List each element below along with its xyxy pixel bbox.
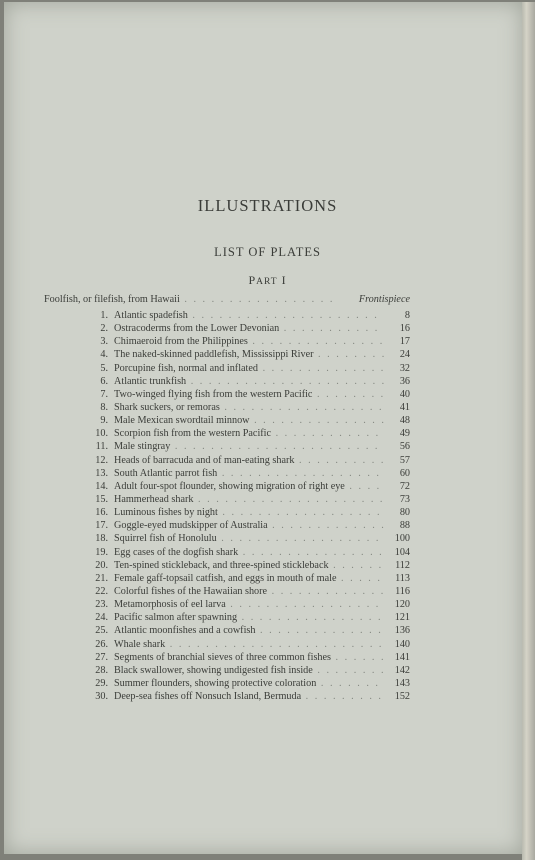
plate-caption: Two-winged flying fish from the western Pacific . . . — [114, 388, 384, 401]
plate-number: 28. — [95, 664, 108, 676]
plate-caption: Male stingray . . . — [114, 440, 384, 453]
plate-caption: Shark suckers, or remoras . . . — [114, 401, 384, 414]
frontispiece-caption: Foolfish, or filefish, from Hawaii . . . — [44, 293, 336, 306]
page-edge — [522, 2, 535, 860]
plate-caption: Pacific salmon after spawning . . . — [114, 611, 384, 624]
plate-number: 19. — [95, 546, 108, 558]
plate-page: 142 — [394, 664, 410, 676]
plate-number: 30. — [95, 691, 108, 703]
plate-caption: Atlantic trunkfish . . . — [114, 375, 384, 388]
plate-number: 13. — [95, 467, 108, 479]
plate-page: 36 — [399, 375, 410, 387]
plate-entry — [44, 348, 410, 361]
plate-entry — [44, 467, 410, 480]
frontispiece-entry — [44, 293, 410, 306]
plate-page: 8 — [404, 310, 410, 321]
plate-page: 32 — [399, 362, 410, 374]
plate-number: 4. — [100, 349, 108, 361]
plate-number: 18. — [95, 533, 108, 545]
plate-number: 15. — [95, 494, 108, 505]
plate-caption: Ostracoderms from the Lower Devonian . . . — [114, 322, 384, 335]
plate-number: 23. — [95, 599, 108, 611]
plate-entry — [44, 493, 410, 506]
plate-entry — [44, 532, 410, 545]
plate-number: 21. — [95, 572, 108, 584]
plate-caption: Atlantic spadefish . . . — [114, 309, 384, 322]
plate-entry — [44, 454, 410, 467]
plate-page: 57 — [399, 454, 410, 466]
plate-caption: Adult four-spot flounder, showing migration of right eye . . . — [114, 480, 384, 493]
plate-page: 152 — [394, 691, 410, 703]
plate-entry — [44, 519, 410, 532]
plate-entry — [44, 664, 410, 677]
plate-page: 16 — [399, 323, 410, 335]
plate-caption: Ten-spined stickleback, and three-spined stickleback . . . — [114, 559, 384, 572]
plate-entry — [44, 546, 410, 559]
plate-number: 6. — [100, 375, 108, 387]
plate-caption: Male Mexican swordtail minnow . . . — [114, 414, 384, 427]
plate-entry — [44, 585, 410, 598]
plate-number: 24. — [95, 612, 108, 624]
page-title: ILLUSTRATIONS — [197, 196, 338, 215]
plate-caption: Chimaeroid from the Philippines . . . — [114, 335, 384, 348]
plate-number: 8. — [100, 402, 108, 413]
plate-entry — [44, 651, 410, 664]
plate-number: 10. — [95, 428, 108, 440]
plate-caption: Luminous fishes by night . . . — [114, 506, 384, 519]
plate-page: 141 — [394, 651, 410, 663]
plate-number: 2. — [100, 323, 108, 335]
plate-page: 40 — [399, 388, 410, 400]
plate-entry — [44, 388, 410, 401]
plate-page: 80 — [399, 507, 410, 519]
frontispiece-page: Frontispiece — [358, 294, 410, 305]
plate-page: 121 — [394, 612, 410, 624]
section-title: LIST OF PLATES — [214, 245, 321, 259]
plate-entry — [44, 322, 410, 335]
plate-number: 1. — [100, 310, 108, 321]
plate-page: 113 — [395, 572, 410, 584]
plate-caption: Colorful fishes of the Hawaiian shore . . . — [114, 585, 384, 598]
plate-page: 112 — [395, 559, 410, 571]
plate-caption: South Atlantic parrot fish . . . — [114, 467, 384, 480]
plate-entry — [44, 440, 410, 453]
plate-page: 136 — [394, 625, 410, 637]
plate-entry — [44, 598, 410, 611]
plate-entry — [44, 375, 410, 388]
plate-page: 56 — [399, 441, 410, 453]
plate-entry — [44, 414, 410, 427]
plate-number: 20. — [95, 559, 108, 571]
plate-number: 29. — [95, 677, 108, 689]
plate-caption: Metamorphosis of eel larva . . . — [114, 598, 384, 611]
plate-page: 72 — [399, 480, 410, 492]
plate-page: 48 — [399, 415, 410, 427]
plate-number: 25. — [95, 625, 108, 637]
plate-entry — [44, 362, 410, 375]
plate-caption: Female gaff-topsail catfish, and eggs in mouth of male . . . — [114, 572, 384, 585]
plate-number: 11. — [95, 441, 108, 453]
plate-page: 100 — [394, 533, 410, 545]
plate-number: 5. — [100, 362, 108, 374]
plate-entry — [44, 611, 410, 624]
plate-entry — [44, 677, 410, 690]
plate-caption: Scorpion fish from the western Pacific . . . — [114, 427, 384, 440]
plate-entry — [44, 572, 410, 585]
plate-caption: Deep-sea fishes off Nonsuch Island, Bermuda . . . — [114, 690, 384, 703]
plate-page: 104 — [394, 546, 410, 558]
part-prefix: P — [248, 273, 257, 287]
plate-number: 26. — [95, 638, 108, 650]
plate-caption: Summer flounders, showing protective coloration . . . — [114, 677, 384, 690]
plate-caption: Heads of barracuda and of man-eating shark . . . — [114, 454, 384, 467]
plate-caption: Hammerhead shark . . . — [114, 493, 384, 506]
part-numeral: I — [281, 273, 287, 287]
plate-page: 60 — [399, 467, 410, 479]
plate-entry — [44, 506, 410, 519]
plate-number: 12. — [95, 454, 108, 466]
plate-entry — [44, 335, 410, 348]
plate-number: 14. — [95, 480, 108, 492]
plate-page: 140 — [394, 638, 410, 650]
plate-caption: Black swallower, showing undigested fish inside . . . — [114, 664, 384, 677]
plate-page: 143 — [394, 677, 410, 689]
plate-caption: Squirrel fish of Honolulu . . . — [114, 532, 384, 545]
plate-caption: Goggle-eyed mudskipper of Australia . . . — [114, 519, 384, 532]
plate-entry — [44, 309, 410, 322]
plate-number: 7. — [100, 388, 108, 400]
plate-page: 88 — [399, 520, 410, 532]
plate-page: 41 — [399, 402, 410, 413]
plate-entry — [44, 624, 410, 637]
plate-number: 17. — [95, 520, 108, 532]
plate-page: 116 — [395, 585, 410, 597]
plate-page: 17 — [399, 336, 410, 348]
plate-number: 3. — [100, 336, 108, 348]
plate-page: 120 — [394, 599, 410, 611]
plate-entry — [44, 638, 410, 651]
part-prefix-rest: ART — [256, 277, 278, 287]
plate-number: 9. — [100, 415, 108, 427]
plate-entry — [44, 690, 410, 703]
plate-caption: Whale shark . . . — [114, 638, 384, 651]
plate-caption: Porcupine fish, normal and inflated . . . — [114, 362, 384, 375]
plate-page: 24 — [399, 349, 410, 361]
plate-caption: Atlantic moonfishes and a cowfish . . . — [114, 624, 384, 637]
plate-entry — [44, 480, 410, 493]
part-heading — [0, 273, 535, 288]
plate-caption: Egg cases of the dogfish shark . . . — [114, 546, 384, 559]
plate-page: 73 — [399, 494, 410, 505]
plate-page: 49 — [399, 428, 410, 440]
plate-caption: Segments of branchial sieves of three common fishes . . . — [114, 651, 384, 664]
plate-entry — [44, 427, 410, 440]
plate-number: 16. — [95, 507, 108, 519]
plate-number: 22. — [95, 585, 108, 597]
plate-caption: The naked-skinned paddlefish, Mississippi River . . . — [114, 348, 384, 361]
plate-entry — [44, 559, 410, 572]
plate-number: 27. — [95, 651, 108, 663]
plate-entry — [44, 401, 410, 414]
